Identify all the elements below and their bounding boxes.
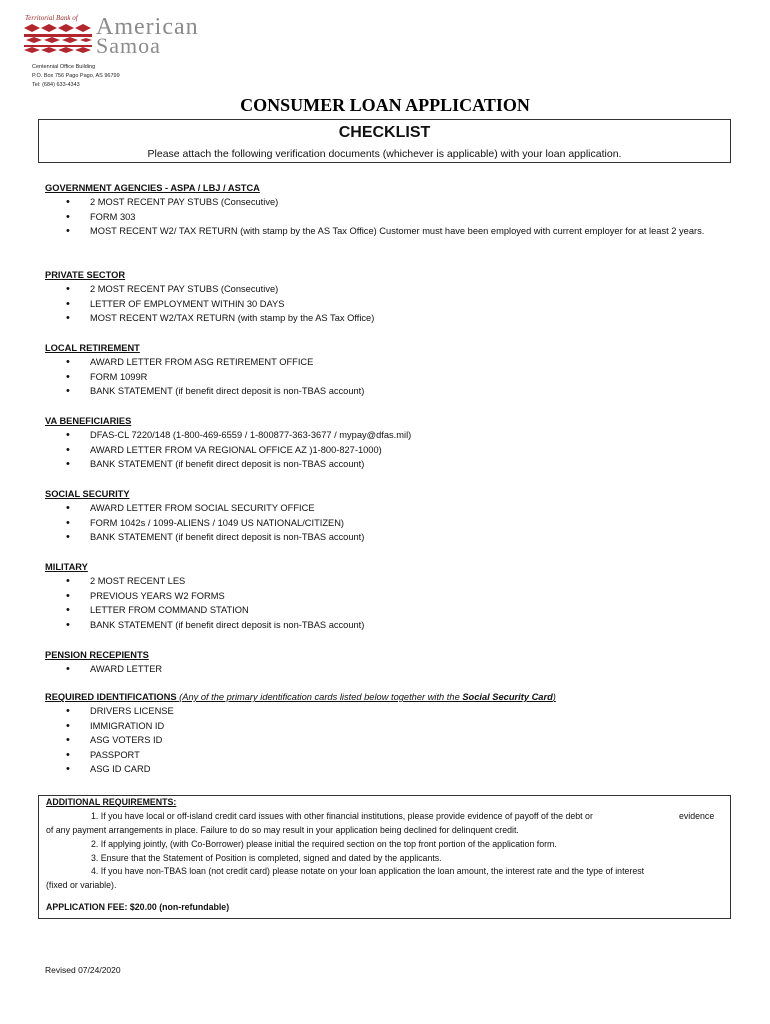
list-item: • AWARD LETTER (45, 662, 725, 677)
list-item: • ASG ID CARD (45, 762, 725, 777)
list-item: • 2 MOST RECENT LES (45, 574, 725, 589)
list-item: • MOST RECENT W2/TAX RETURN (with stamp by the AS Tax Office) (45, 311, 725, 326)
section-social-security (45, 487, 725, 545)
page-title: CONSUMER LOAN APPLICATION (240, 95, 530, 115)
bank-logo-pattern-icon (24, 24, 92, 54)
checklist-instruction: Please attach the following verification documents (whichever is applicable) with your loan application. (147, 148, 622, 160)
section-private-sector (45, 268, 725, 326)
section-local-retirement (45, 341, 725, 399)
list-item: • BANK STATEMENT (if benefit direct deposit is non-TBAS account) (45, 457, 725, 472)
section-title: PRIVATE SECTOR (45, 270, 126, 280)
list-item: • FORM 303 (45, 210, 725, 225)
list-item: • ASG VOTERS ID (45, 733, 725, 748)
list-item: • 2 MOST RECENT PAY STUBS (Consecutive) (45, 282, 725, 297)
list-item: • AWARD LETTER FROM ASG RETIREMENT OFFICE (45, 355, 725, 370)
requirement-line: of any payment arrangements in place. Failure to do so may result in your application being declined for delinquent credit. (46, 825, 519, 835)
list-item: • LETTER FROM COMMAND STATION (45, 603, 725, 618)
list-item: • AWARD LETTER FROM VA REGIONAL OFFICE AZ )1-800-827-1000) (45, 443, 725, 458)
list-item: • FORM 1099R (45, 370, 725, 385)
section-title (45, 690, 725, 704)
requirement-line: 3. Ensure that the Statement of Position is completed, signed and dated by the applicants. (91, 853, 442, 863)
bank-name-line2: Samoa (96, 33, 161, 58)
list-item: • BANK STATEMENT (if benefit direct deposit is non-TBAS account) (45, 384, 725, 399)
requirement-line: evidence (679, 811, 715, 821)
identifications-note-part2: ) (552, 692, 556, 702)
section-title: LOCAL RETIREMENT (45, 343, 140, 353)
requirement-line: 1. If you have local or off-island credit card issues with other financial institutions, please provide evidence of payoff of the debt or (91, 811, 593, 821)
section-title: VA BENEFICIARIES (45, 416, 132, 426)
requirement-line: (fixed or variable). (46, 880, 117, 890)
additional-requirements-title: ADDITIONAL REQUIREMENTS: (46, 797, 177, 807)
address-line: Tel: (684) 633-4343 (32, 82, 80, 88)
identifications-note (179, 692, 556, 702)
section-required-identifications (45, 690, 725, 777)
section-title: MILITARY (45, 562, 88, 572)
section-military (45, 560, 725, 632)
identifications-note-bold: Social Security Card (462, 692, 553, 702)
section-va-beneficiaries (45, 414, 725, 472)
bank-address (32, 63, 120, 90)
list-item: • DRIVERS LICENSE (45, 704, 725, 719)
additional-requirements-box (38, 795, 731, 919)
list-item: • PASSPORT (45, 748, 725, 763)
identifications-title: REQUIRED IDENTIFICATIONS (45, 692, 177, 702)
list-item: • MOST RECENT W2/ TAX RETURN (with stamp by the AS Tax Office) Customer must have been employed with current employer for at least 2 years. (45, 224, 725, 239)
bank-name-line1: American (96, 14, 199, 40)
address-line: Centennial Office Building (32, 64, 96, 70)
list-item: • PREVIOUS YEARS W2 FORMS (45, 589, 725, 604)
list-item: • DFAS-CL 7220/148 (1-800-469-6559 / 1-800877-363-3677 / mypay@dfas.mil) (45, 428, 725, 443)
section-government-agencies (45, 181, 725, 239)
list-item: • 2 MOST RECENT PAY STUBS (Consecutive) (45, 195, 725, 210)
requirement-line: 2. If applying jointly, (with Co-Borrower) please initial the required section on the top front portion of the application form. (91, 839, 557, 849)
section-title: GOVERNMENT AGENCIES - ASPA / LBJ / ASTCA (45, 183, 260, 193)
list-item: • BANK STATEMENT (if benefit direct deposit is non-TBAS account) (45, 618, 725, 633)
application-fee: APPLICATION FEE: $20.00 (non-refundable) (46, 902, 230, 912)
section-pension-recepients (45, 648, 725, 677)
list-item: • IMMIGRATION ID (45, 719, 725, 734)
bank-logo (24, 14, 234, 58)
revised-date: Revised 07/24/2020 (45, 965, 121, 975)
requirement-line: 4. If you have non-TBAS loan (not credit card) please notate on your loan application the loan amount, the interest rate and the type of interest (91, 866, 645, 876)
checklist-box (38, 119, 731, 163)
list-item: • AWARD LETTER FROM SOCIAL SECURITY OFFICE (45, 501, 725, 516)
identifications-note-part1: (Any of the primary identification cards listed below together with the (179, 692, 463, 702)
checklist-heading: CHECKLIST (338, 124, 431, 141)
bank-logo-small-text: Territorial Bank of (25, 14, 78, 22)
list-item: • LETTER OF EMPLOYMENT WITHIN 30 DAYS (45, 297, 725, 312)
list-item: • BANK STATEMENT (if benefit direct deposit is non-TBAS account) (45, 530, 725, 545)
section-title: PENSION RECEPIENTS (45, 650, 149, 660)
address-line: P.O. Box 756 Pago Pago, AS 96799 (32, 73, 120, 79)
section-title: SOCIAL SECURITY (45, 489, 130, 499)
list-item: • FORM 1042s / 1099-ALIENS / 1049 US NATIONAL/CITIZEN) (45, 516, 725, 531)
